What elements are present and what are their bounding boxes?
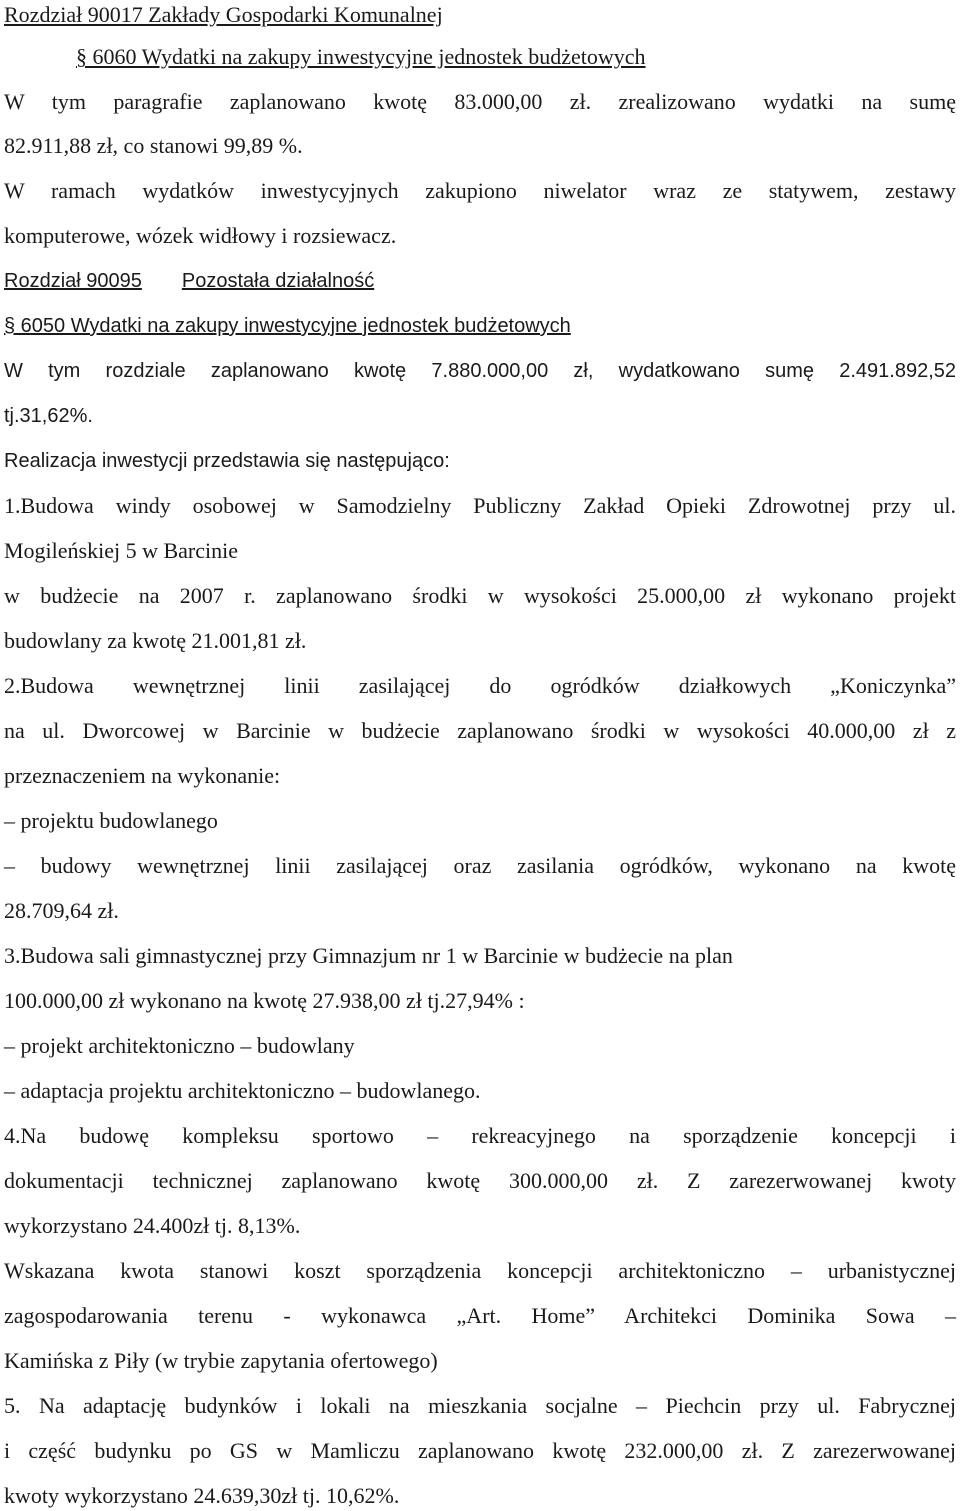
text-line: na ul. Dworcowej w Barcinie w budżecie zaplanowano środki w wysokości 40.000,00 zł z [4,718,956,743]
text-line: Mogileńskiej 5 w Barcinie [4,538,239,563]
text-line: w budżecie na 2007 r. zaplanowano środki w wysokości 25.000,00 zł wykonano projekt [4,583,956,608]
text-line: W tym rozdziale zaplanowano kwotę 7.880.000,00 zł, wydatkowano sumę 2.491.892,52 [4,360,956,382]
list-item: – budowy wewnętrznej linii zasilającej oraz zasilania ogródków, wykonano na kwotę [4,853,956,878]
text-line: przeznaczeniem na wykonanie: [4,763,281,788]
section-title: Pozostała działalność [181,270,375,292]
text-line: 2.Budowa wewnętrznej linii zasilającej do ogródków działkowych „Koniczynka” [4,673,956,698]
section-number: Rozdział 90095 [4,270,142,292]
text-line: kwoty wykorzystano 24.639,30zł tj. 10,62%. [4,1483,400,1508]
text-line: Kamińska z Piły (w trybie zapytania ofertowego) [4,1348,438,1373]
section-heading-90095 [4,266,956,296]
list-item: – projekt architektoniczno – budowlany [4,1033,355,1058]
text-line: 28.709,64 zł. [4,898,119,923]
text-line: budowlany za kwotę 21.001,81 zł. [4,628,307,653]
text-line: W tym paragrafie zaplanowano kwotę 83.000,00 zł. zrealizowano wydatki na sumę [4,89,956,114]
text-line: dokumentacji technicznej zaplanowano kwotę 300.000,00 zł. Z zarezerwowanej kwoty [4,1168,956,1193]
text-line: 5. Na adaptację budynków i lokali na mieszkania socjalne – Piechcin przy ul. Fabrycznej [4,1393,956,1418]
text-line: 1.Budowa windy osobowej w Samodzielny Publiczny Zakład Opieki Zdrowotnej przy ul. [4,493,956,518]
text-line: zagospodarowania terenu - wykonawca „Art. Home” Architekci Dominika Sowa – [4,1303,956,1328]
text-line: tj.31,62%. [4,405,93,427]
text-line: 82.911,88 zł, co stanowi 99,89 %. [4,133,303,158]
text-line: wykorzystano 24.400zł tj. 8,13%. [4,1213,301,1238]
text-line: i część budynku po GS w Mamliczu zaplanowano kwotę 232.000,00 zł. Z zarezerwowanej [4,1438,956,1463]
list-item: – adaptacja projektu architektoniczno – budowlanego. [4,1078,481,1103]
text-line: W ramach wydatków inwestycyjnych zakupiono niwelator wraz ze statywem, zestawy [4,178,956,203]
section-heading-90017: Rozdział 90017 Zakłady Gospodarki Komunalnej [4,2,443,27]
paragraph-heading-6060: § 6060 Wydatki na zakupy inwestycyjne jednostek budżetowych [76,44,646,69]
text-line: 100.000,00 zł wykonano na kwotę 27.938,00 zł tj.27,94% : [4,988,525,1013]
text-line: Realizacja inwestycji przedstawia się następująco: [4,450,450,472]
text-line: komputerowe, wózek widłowy i rozsiewacz. [4,223,397,248]
paragraph-heading-6050: § 6050 Wydatki na zakupy inwestycyjne jednostek budżetowych [4,315,571,337]
text-line: 4.Na budowę kompleksu sportowo – rekreacyjnego na sporządzenie koncepcji i [4,1123,956,1148]
text-line: 3.Budowa sali gimnastycznej przy Gimnazjum nr 1 w Barcinie w budżecie na plan [4,943,733,968]
list-item: – projektu budowlanego [4,808,218,833]
text-line: Wskazana kwota stanowi koszt sporządzenia koncepcji architektoniczno – urbanistycznej [4,1258,956,1283]
